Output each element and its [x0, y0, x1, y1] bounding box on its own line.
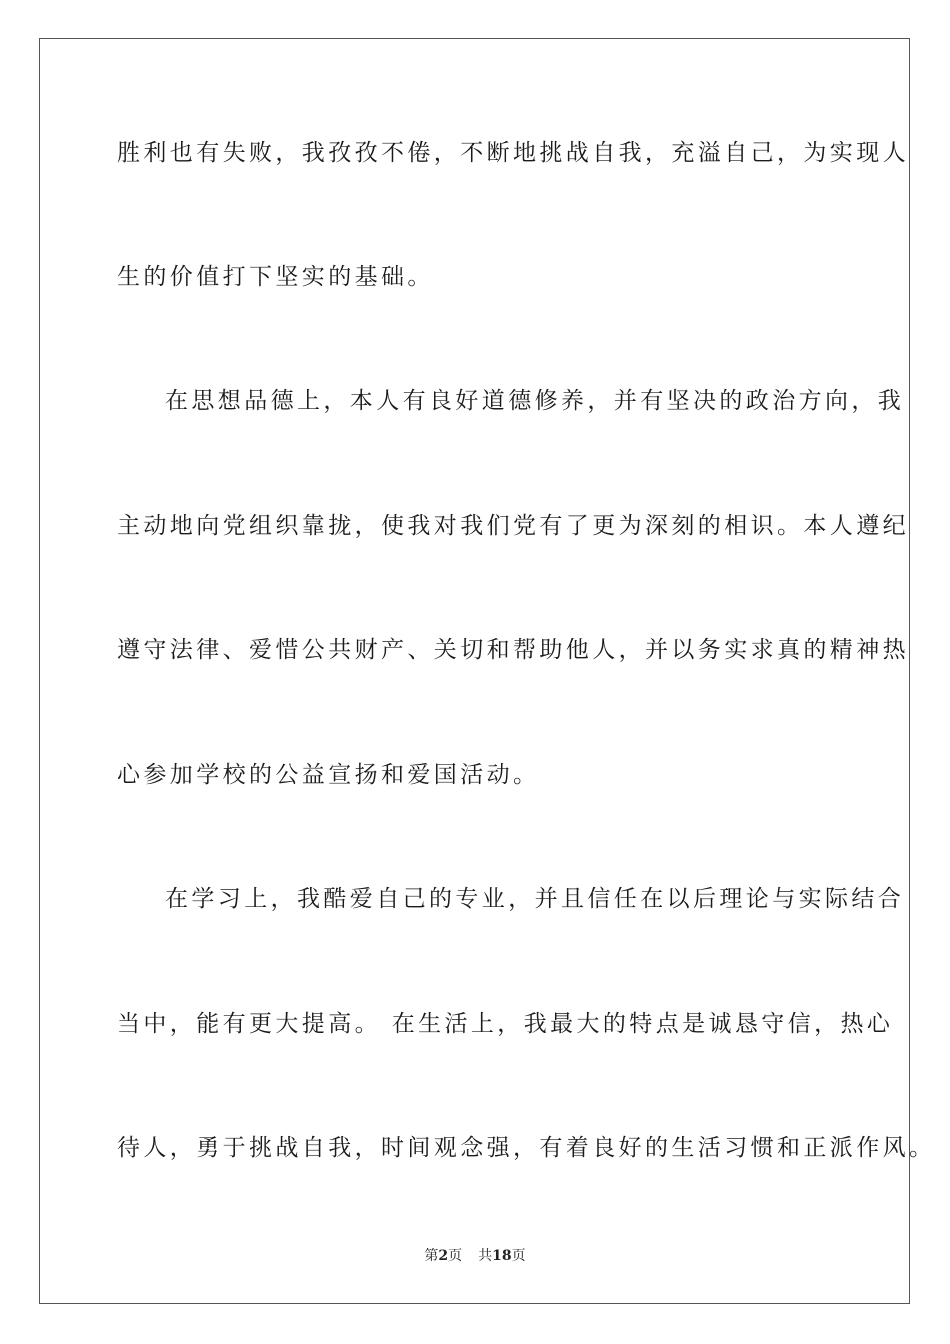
page-border	[39, 38, 936, 1304]
text-line-2: 生的价值打下坚实的基础。	[117, 264, 434, 290]
text-line-1: 胜利也有失败，我孜孜不倦，不断地挑战自我，充溢自己，为实现人	[117, 140, 909, 166]
text-line-6: 心参加学校的公益宣扬和爱国活动。	[117, 762, 540, 788]
text-line-8: 当中，能有更大提高。 在生活上，我最大的特点是诚恳守信，热心	[117, 1011, 894, 1037]
page-prefix: 第	[424, 1248, 439, 1264]
text-line-5: 遵守法律、爱惜公共财产、关切和帮助他人，并以务实求真的精神热	[117, 637, 909, 663]
text-line-9: 待人，勇于挑战自我，时间观念强，有着良好的生活习惯和正派作风。	[117, 1135, 936, 1161]
text-line-4: 主动地向党组织靠拢，使我对我们党有了更为深刻的相识。本人遵纪	[117, 513, 909, 539]
page-suffix: 页	[448, 1248, 463, 1264]
page-footer	[0, 1247, 950, 1265]
page-number: 2	[438, 1248, 449, 1264]
paragraph-start-study: 在学习上，我酷爱自己的专业，并且信任在以后理论与实际结合	[165, 886, 905, 912]
paragraph-start-ideology: 在思想品德上，本人有良好道德修养，并有坚决的政治方向，我	[165, 388, 905, 414]
total-prefix: 共	[478, 1248, 493, 1264]
total-pages: 18	[492, 1248, 512, 1264]
total-suffix: 页	[511, 1248, 526, 1264]
